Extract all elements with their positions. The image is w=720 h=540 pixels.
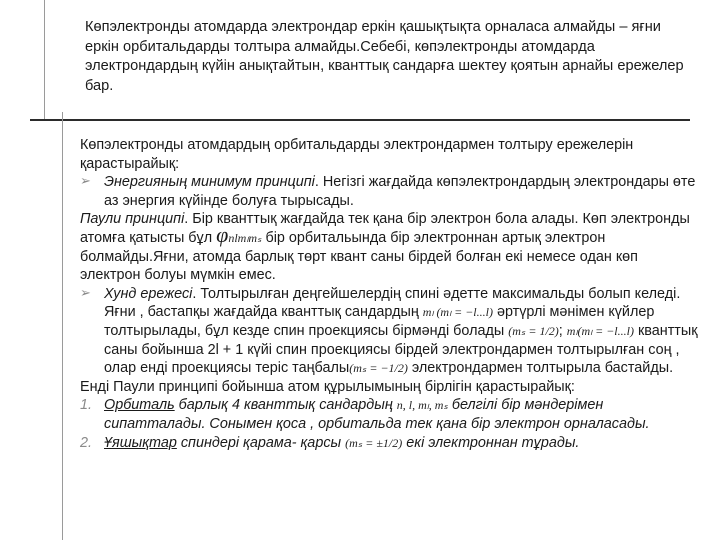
- arrow-bullet-icon: ➢: [80, 174, 91, 190]
- cells-term: Ұяшықтар: [104, 434, 177, 451]
- hund-separator: ;: [558, 322, 563, 339]
- hund-formula-ms-negative: (mₛ = −1/2): [349, 361, 408, 376]
- psi-symbol: φ: [216, 221, 229, 247]
- orbital-formula: n, l, mₗ, mₛ: [396, 398, 448, 413]
- frame-vertical-line: [62, 112, 63, 540]
- item-number: 2.: [80, 434, 93, 451]
- pauli-paragraph: [80, 210, 700, 284]
- pauli-formula: nlmₗmₛ: [228, 230, 262, 245]
- bullet-minimum-energy: [80, 173, 700, 210]
- hund-text-3: кванттық саны бойынша 2l + 1 күйі спин проекциясы бірдей электрондармен толтырылған соң , олар енді проекциясы теріс таңбалы: [104, 322, 698, 377]
- hund-text-2: әртүрлі мәнімен күйлер толтырылады, бұл кезде спин проекциясы бірмәнді болады: [104, 304, 655, 339]
- pauli-title: Паули принципі: [80, 211, 185, 228]
- numbered-item-orbital: [80, 396, 700, 433]
- numbered-item-cells: [80, 434, 700, 453]
- bullet-hund-rule: [80, 285, 700, 378]
- pauli-text-2: бір орбитальында бір электроннан артық электрон болмайды.Яғни, атомда барлық төрт квант саны бірдей болған екі немесе одан көп электрон болуы мүмкін емес.: [80, 229, 638, 284]
- atom-structure-intro: Енді Паули принципі бойынша атом құрылымының бірлігін қарастырайық:: [80, 378, 575, 395]
- intro-paragraph: Көпэлектронды атомдарда электрондар еркін қашықтықта орналаса алмайды – яғни еркін орбитальдарды толтыра алмайды.Себебі, көпэлектронды атомдарда электрондардың күйін анықтайтын, кванттық сандарға шектеу қоятын арнайы ережелер бар.: [85, 19, 684, 94]
- cells-text-1: спиндері қарама- қарсы: [176, 434, 342, 451]
- arrow-bullet-icon: ➢: [80, 285, 91, 301]
- rules-intro: Көпэлектронды атомдардың орбитальдарды электрондармен толтыру ережелерін қарастырайық:: [80, 137, 634, 172]
- hund-text-1: . Толтырылған деңгейшелердің спині әдетте максимальды болып келеді. Яғни , бастапқы жағдайда кванттық сандардың: [104, 285, 681, 321]
- pauli-text-1: . Бір кванттық жағдайда тек қана бір электрон бола алады. Көп электронды атомға қатысты бұл: [80, 211, 690, 246]
- orbital-term: Орбиталь: [104, 397, 175, 414]
- minimum-energy-text: . Негізгі жағдайда көпэлектрондардың электрондары өте аз энергия күйінде болуға тырысады.: [104, 174, 696, 209]
- orbital-text-1: барлық 4 кванттық сандардың: [174, 397, 393, 414]
- hund-title: Хунд ережесі: [104, 285, 193, 302]
- hund-text-4: электрондармен толтырыла бастайды.: [411, 360, 674, 377]
- frame-left-line: [44, 0, 45, 120]
- cells-formula: (mₛ = ±1/2): [345, 435, 403, 450]
- cells-text-2: екі электроннан тұрады.: [406, 434, 580, 451]
- hund-formula-ml: mₗ (mₗ = −l...l): [422, 305, 493, 320]
- header-divider: [30, 119, 690, 121]
- minimum-energy-title: Энергияның минимум принципі: [104, 174, 315, 191]
- orbital-text-2: белгілі бір мәндерімен сипатталады. Сонымен қоса , орбитальда тек қана бір электрон орналасады.: [104, 397, 650, 432]
- slide-body: [80, 136, 700, 452]
- item-number: 1.: [80, 397, 93, 414]
- hund-formula-ms-positive: (mₛ = 1/2): [508, 323, 559, 338]
- hund-formula-ml-range: mₗ(mₗ = −l...l): [566, 323, 634, 338]
